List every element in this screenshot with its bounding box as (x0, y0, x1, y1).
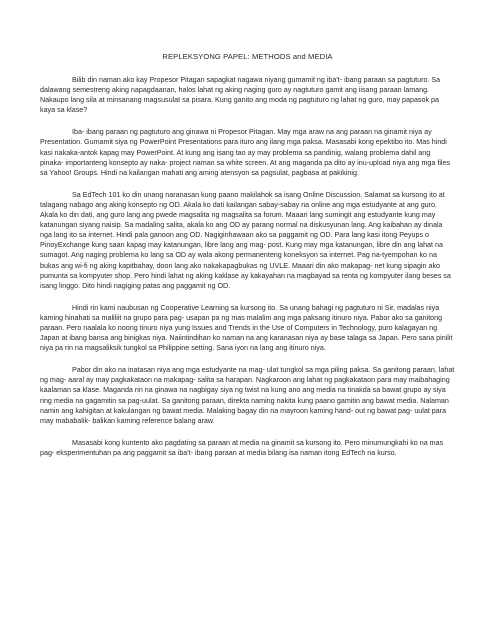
paragraph-2: Iba- ibang paraan ng pagtuturo ang ginawa ni Propesor Pitagan. May mga araw na ang paraan na ginamit niya ay Presentation. Gumamit siya ng PowerPoint Presentations para ituro ang ilang mga paksa. Masasabi kong epektibo ito. Mas hindi kasi nakaka-antok kapag may PowerPoint. At kung ang isang tao ay may problema sa pandinig, walang problema dahil ang pinaka- importanteng konsepto ay naka- project naman sa white screen. At ang maganda pa dito ay inu-upload niya ang mga files sa Yahoo! Groups. Hindi na kailangan mahati ang aming atensyon sa pagsulat, pagbasa at pakikinig. (40, 128, 451, 177)
document-title: REPLEKSYONG PAPEL: METHODS and MEDIA (162, 52, 333, 61)
paragraph-1: Bilib din naman ako kay Propesor Pitagan sapagkat nagawa niyang gumamit ng iba't- ibang paraan sa pagtuturo. Sa dalawang semestreng aking napagdaanan, halos lahat ng aking naging guro ay nagtuturo gamit ang iisang paraan lamang. Nakaupo lang sila at minsanang magsusulat sa pisara. Kung ganito ang moda ng pagtuturo ng lahat ng guro, may papasok pa kaya sa klase? (40, 76, 441, 115)
document-page (40, 52, 455, 470)
paragraph-6: Masasabi kong kuntento ako pagdating sa paraan at media na ginamit sa kursong ito. Pero minumungkahi ko na mas pag- eksperimentuhan pa ang paggamit sa iba't- ibang paraan at media bilang isa naman itong EdTech na kurso. (40, 438, 444, 457)
paragraph-4: Hindi rin kami naubusan ng Cooperative Learning sa kursong ito. Sa unang bahagi ng pagtuturo ni Sir, madalas niya kaming hinahati sa maliliit na grupo para pag- usapan pa ng mas malalim ang mga paksang itinuro niya. Pabor ako sa ganitong paraan. Pero naalala ko noong tinuro niya yung Issues and Trends in the Use of Computers in Technology, puro kalagayan ng Japan at ibang bansa ang binigkas niya. Naiintindihan ko naman na ang karanasan niya ay base talaga sa Japan. Pero sana pinilit niya pa rin na magsaliksik tungkol sa Philippine setting. Sana iyon na lang ang itinuro niya. (40, 303, 453, 353)
paragraph-3: Sa EdTech 101 ko din unang naranasan kung paano makilahok sa isang Online Discussion. Salamat sa kursong ito at talagang nabago ang aking konsepto ng OD. Akala ko dati kailangan sabay-sabay na online ang mga estudyante at ang guro. Akala ko din dati, ang guro lang ang pwede magsalita ng magsalita sa forum. Maaari lang sumingit ang estudyante kung may katanungan siyang naisip. Sa madaling salita, akala ko ang OD ay parang normal na diskusyunan lang. Ang kaibahan ay dinala nga lang ito sa internet. Hindi pala ganoon ang OD. Nagiginhawaan ako sa paggamit ng OD. Para lang kasi itong Peyups o PinoyExchange kung saan kapag may katanungan, libre lang ang mag- post. Kung may mga katanungan, libre din ang lahat na sumagot. Ang naging problema ko lang sa OD ay wala akong permanenteng koneksyon sa internet. Pag na-tyempohan ko na bukas ang wi-fi ng aking kapitbahay, doon lang ako nakakapagbukas ng UVLE. Maaari din ako makapag- net kung sipagin ako pumunta sa kompyuter shop. Pero hindi lahat ng aking kaklase ay kakayahan na magbayad sa renta ng kompyuter ilang beses sa isang linggo. Dito hindi nagiging patas ang paggamit ng OD. (40, 190, 451, 290)
paragraph-5: Pabor din ako na inatasan niya ang mga estudyante na mag- ulat tungkol sa mga piling paksa. Sa ganitong paraan, lahat ng mag- aaral ay may pagkakataon na makapag- salita sa harapan. Nagkaroon ang lahat ng pagkakataon para may maibahaging kaalaman sa klase. Maganda rin na ginawa na nagbigay siya ng twist na kung ano ang media na tinakda sa bawat grupo ay siya ring media na gagamitin sa pag-uulat. Sa ganitong paraan, direkta naming nakita kung paano gamitin ang bawat media. Nalaman namin ang kahigitan at kakulangan ng bawat media. Malaking bagay din na mayroon kaming hand- out ng bawat pag- uulat para may mababalik- balikan kaming reference balang araw. (40, 366, 455, 425)
